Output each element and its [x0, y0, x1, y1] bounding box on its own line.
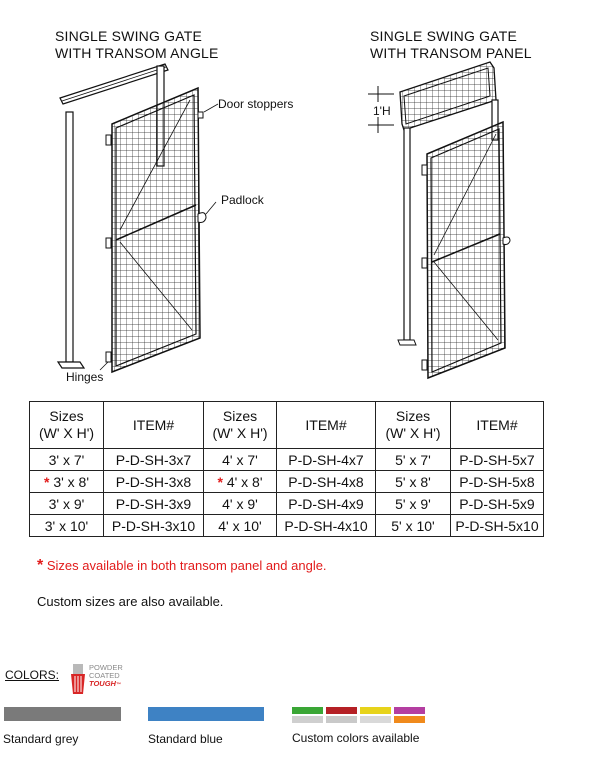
standard-blue-label: Standard blue [148, 732, 223, 746]
item-cell: P-D-SH-5x9 [451, 493, 544, 515]
sizes-header-line1: Sizes [395, 408, 431, 424]
item-cell: P-D-SH-3x9 [104, 493, 204, 515]
size-cell [30, 471, 104, 493]
transom-panel [400, 62, 496, 130]
size-cell: 3' x 7' [30, 449, 104, 471]
right-gate-door [422, 122, 510, 378]
transom-note-text: Sizes available in both transom panel and angle. [46, 558, 327, 573]
table-header-row [30, 402, 544, 449]
powder-coat-logo-icon [67, 662, 89, 696]
size-cell: 3' x 9' [30, 493, 104, 515]
item-cell: P-D-SH-4x8 [277, 471, 376, 493]
size-cell: 4' x 7' [204, 449, 277, 471]
asterisk-mark: * [37, 557, 44, 574]
item-cell: P-D-SH-3x7 [104, 449, 204, 471]
transom-angle-bar [60, 64, 168, 104]
logo-line1: POWDER [89, 663, 123, 672]
custom-sizes-note: Custom sizes are also available. [37, 594, 224, 609]
colors-heading: COLORS: [5, 668, 60, 682]
powder-coated-logo [67, 660, 137, 698]
size-cell [204, 471, 277, 493]
sizes-header [376, 402, 451, 449]
size-cell-value: 3' x 8' [53, 473, 90, 490]
silver-swatch [360, 716, 391, 723]
red-swatch [326, 707, 357, 714]
hinges-label: Hinges [66, 370, 104, 384]
transom-note [37, 557, 327, 575]
sizes-header [30, 402, 104, 449]
gate-sizes-table [29, 401, 544, 537]
standard-grey-label: Standard grey [3, 732, 79, 746]
green-swatch [292, 707, 323, 714]
left-gate-title-line2: WITH TRANSOM ANGLE [55, 45, 219, 61]
right-panel-left-post [398, 128, 416, 345]
item-cell: P-D-SH-4x7 [277, 449, 376, 471]
logo-trademark: ™ [115, 682, 121, 688]
right-gate-title-line2: WITH TRANSOM PANEL [370, 45, 532, 61]
item-cell: P-D-SH-5x10 [451, 515, 544, 537]
orange-swatch [394, 716, 425, 723]
item-cell: P-D-SH-4x9 [277, 493, 376, 515]
transom-height-label: 1'H [373, 104, 391, 118]
logo-text [89, 664, 123, 689]
sizes-header-line2: (W' X H') [385, 425, 441, 441]
item-cell: P-D-SH-5x8 [451, 471, 544, 493]
item-cell: P-D-SH-4x10 [277, 515, 376, 537]
size-cell-value: 4' x 8' [226, 473, 263, 490]
sizes-header-line2: (W' X H') [212, 425, 268, 441]
purple-swatch [394, 707, 425, 714]
sizes-header [204, 402, 277, 449]
standard-grey-swatch [4, 707, 121, 721]
yellow-swatch [360, 707, 391, 714]
table-row [30, 515, 544, 537]
right-gate-title-line1: SINGLE SWING GATE [370, 28, 518, 44]
size-cell: 4' x 9' [204, 493, 277, 515]
asterisk-mark: * [43, 473, 50, 490]
asterisk-mark: * [217, 473, 223, 490]
item-cell: P-D-SH-3x10 [104, 515, 204, 537]
custom-color-swatches [292, 707, 425, 724]
sizes-header-line1: Sizes [49, 408, 84, 424]
table-row [30, 493, 544, 515]
item-header: ITEM# [277, 402, 376, 449]
item-cell: P-D-SH-5x7 [451, 449, 544, 471]
item-header: ITEM# [104, 402, 204, 449]
size-cell: 5' x 8' [376, 471, 451, 493]
logo-line3 [89, 680, 123, 689]
size-cell: 5' x 7' [376, 449, 451, 471]
item-cell: P-D-SH-3x8 [104, 471, 204, 493]
door-stoppers-label: Door stoppers [218, 97, 294, 111]
size-cell: 3' x 10' [30, 515, 104, 537]
sizes-header-line2: (W' X H') [38, 425, 95, 441]
standard-blue-swatch [148, 707, 264, 721]
size-cell: 5' x 10' [376, 515, 451, 537]
item-header: ITEM# [451, 402, 544, 449]
grey-swatch [326, 716, 357, 723]
size-cell: 4' x 10' [204, 515, 277, 537]
custom-colors-label: Custom colors available [292, 731, 420, 745]
size-cell: 5' x 9' [376, 493, 451, 515]
logo-tough: TOUGH [89, 679, 116, 688]
light-grey-swatch [292, 716, 323, 723]
left-gate-door [106, 88, 206, 372]
left-gate-title-line1: SINGLE SWING GATE [55, 28, 203, 44]
logo-line2: COATED [89, 671, 120, 680]
table-row [30, 471, 544, 493]
table-row [30, 449, 544, 471]
left-post [58, 112, 84, 368]
sizes-header-line1: Sizes [222, 408, 258, 424]
padlock-label: Padlock [221, 193, 264, 207]
